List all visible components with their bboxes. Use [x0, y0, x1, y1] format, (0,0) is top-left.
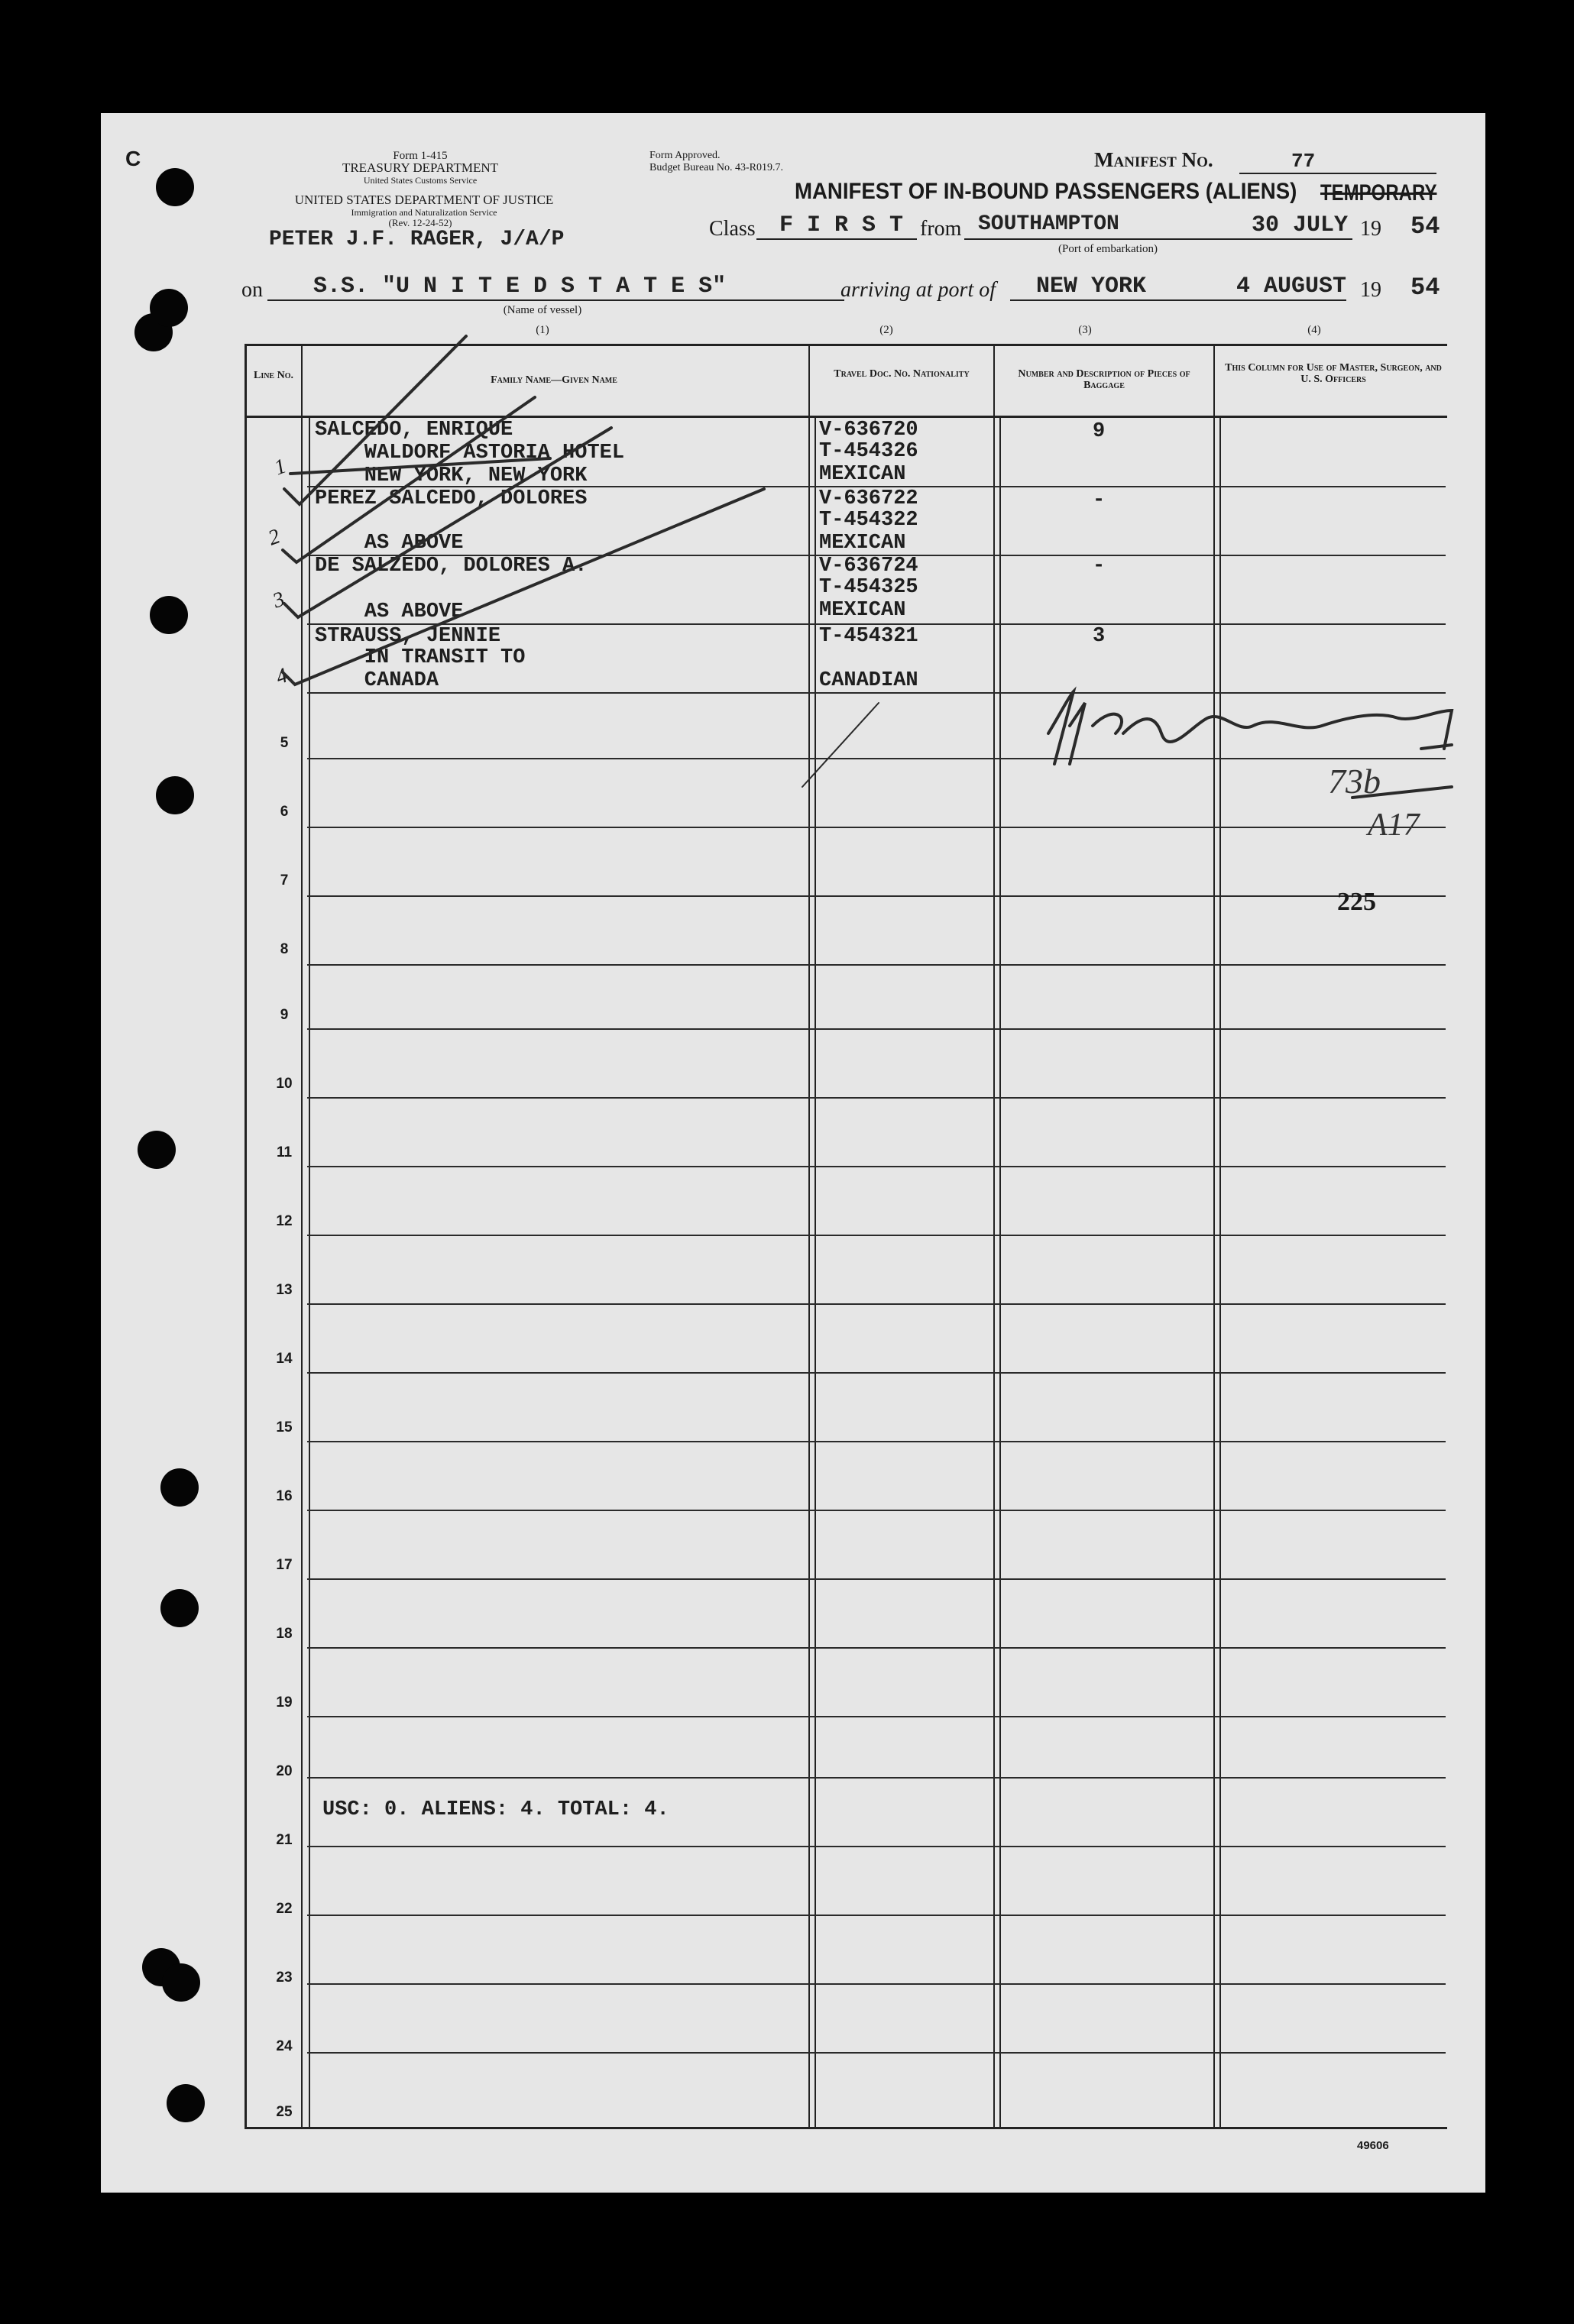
footer-code: 49606: [1357, 2139, 1389, 2152]
row-line-9: [307, 1028, 1446, 1030]
line-number: 22: [276, 1901, 293, 1917]
line-number: 16: [276, 1488, 293, 1504]
header-baggage: Number and Description of Pieces of Baggage: [1018, 368, 1190, 391]
embark-year: 54: [1410, 212, 1440, 241]
baggage-count: 3: [1093, 625, 1106, 648]
row-line-22: [307, 1915, 1446, 1916]
row-line-24: [307, 2052, 1446, 2054]
handwritten-line-number: 1: [270, 454, 290, 481]
manifest-number: 77: [1291, 150, 1316, 173]
row-line-18: [307, 1647, 1446, 1649]
form-approved: Form Approved.: [649, 150, 721, 161]
line-number: 9: [280, 1007, 289, 1023]
customs-service: United States Customs Service: [363, 175, 478, 186]
col-number-4: (4): [1307, 324, 1321, 336]
line-number: 19: [276, 1694, 293, 1711]
passenger-address: AS ABOVE: [315, 600, 464, 623]
nationality: MEXICAN: [819, 463, 906, 486]
baggage-count: -: [1093, 489, 1106, 512]
row-line-13: [307, 1303, 1446, 1305]
from-label: from: [920, 217, 962, 241]
dept-justice: UNITED STATES DEPARTMENT OF JUSTICE: [294, 193, 554, 207]
vessel-caption: (Name of vessel): [503, 304, 582, 316]
row-line-4: [307, 692, 1446, 694]
col-number-3: (3): [1078, 324, 1092, 336]
handwritten-line-number: 4: [272, 663, 291, 690]
temporary-label: TEMPORARY: [1320, 180, 1437, 206]
binder-hole-1: [156, 168, 194, 206]
budget-bureau: Budget Bureau No. 43-R019.7.: [649, 162, 783, 173]
row-line-20: [307, 1777, 1446, 1779]
nationality: MEXICAN: [819, 532, 906, 555]
travel-doc-number: T-454322: [819, 509, 918, 532]
arrival-underline: [1010, 299, 1346, 301]
arriving-label: arriving at port of: [840, 278, 996, 302]
class-label: Class: [709, 217, 756, 241]
embark-year-prefix: 19: [1360, 217, 1381, 241]
header-travel-doc: Travel Doc. No. Nationality: [834, 368, 970, 380]
passenger-name: DE SALZEDO, DOLORES A.: [315, 555, 588, 578]
class-value: F I R S T: [779, 212, 904, 238]
form-number: Form 1-415: [393, 150, 448, 162]
passenger-name: SALCEDO, ENRIQUE: [315, 419, 513, 442]
handwritten-fraction-bottom: A17: [1368, 808, 1420, 843]
col-line-no-border: [301, 344, 303, 2127]
date-underline: [1238, 238, 1352, 240]
col-line-no-border-inner: [309, 416, 310, 2127]
passenger-address: NEW YORK, NEW YORK: [315, 464, 588, 487]
row-line-5: [307, 758, 1446, 759]
arrival-date: 4 AUGUST: [1236, 274, 1347, 299]
col-number-2: (2): [879, 324, 893, 336]
travel-doc-number: T-454326: [819, 440, 918, 463]
visa-number: V-636720: [819, 419, 918, 442]
nationality: MEXICAN: [819, 599, 906, 622]
line-number: 8: [280, 941, 289, 957]
header-family-name: Family Name—Given Name: [491, 374, 617, 386]
header-officers: This Column for Use of Master, Surgeon, and U. S. Officers: [1225, 362, 1442, 385]
binder-hole-5: [156, 776, 194, 814]
row-line-6: [307, 827, 1446, 828]
agent-name: PETER J.F. RAGER, J/A/P: [269, 228, 565, 251]
passenger-address: IN TRANSIT TO: [315, 646, 526, 669]
manifest-title: MANIFEST OF IN-BOUND PASSENGERS (ALIENS): [795, 179, 1297, 204]
nationality: CANADIAN: [819, 669, 918, 692]
baggage-count: -: [1093, 555, 1106, 578]
stamp-number: 225: [1337, 888, 1376, 916]
visa-number: V-636722: [819, 487, 918, 510]
binder-hole-3: [150, 289, 188, 327]
line-number: 15: [276, 1419, 293, 1436]
summary-totals: USC: 0. ALIENS: 4. TOTAL: 4.: [322, 1798, 669, 1821]
arrival-year-prefix: 19: [1360, 278, 1381, 302]
arrival-year: 54: [1410, 274, 1440, 302]
row-line-8: [307, 964, 1446, 966]
manifest-label: Manifest No.: [1094, 148, 1213, 171]
handwritten-fraction-top: 73b: [1328, 762, 1381, 801]
row-line-11: [307, 1166, 1446, 1167]
binder-hole-6: [138, 1131, 176, 1169]
table-top-border: [245, 344, 1447, 346]
row-line-19: [307, 1716, 1446, 1717]
line-number: 18: [276, 1626, 293, 1642]
line-number: 25: [276, 2104, 293, 2120]
line-number: 14: [276, 1351, 293, 1367]
vessel-name: S.S. "U N I T E D S T A T E S": [313, 274, 727, 299]
manifest-underline: [1239, 173, 1436, 174]
row-line-21: [307, 1846, 1446, 1847]
passenger-address: CANADA: [315, 669, 439, 692]
binder-hole-8: [160, 1589, 199, 1627]
table-bottom-border: [245, 2127, 1447, 2129]
row-line-12: [307, 1235, 1446, 1236]
binder-hole-10: [162, 1963, 200, 2002]
table-left-border: [245, 344, 247, 2127]
row-line-17: [307, 1578, 1446, 1580]
line-number: 6: [280, 804, 289, 820]
row-line-16: [307, 1510, 1446, 1511]
vessel-underline: [267, 299, 844, 301]
header-line-no: Line No.: [253, 370, 293, 381]
col-doc-border-inner: [999, 416, 1001, 2127]
line-number: 12: [276, 1213, 293, 1229]
passenger-name: PEREZ SALCEDO, DOLORES: [315, 487, 588, 510]
from-underline: [964, 238, 1255, 240]
binder-hole-7: [160, 1468, 199, 1507]
form-revision: (Rev. 12-24-52): [388, 217, 452, 228]
port-of-embarkation: SOUTHAMPTON: [978, 212, 1119, 236]
col-baggage-border-inner: [1219, 416, 1221, 2127]
line-number: 24: [276, 2038, 293, 2054]
handwritten-line-number: 3: [269, 587, 288, 613]
row-line-10: [307, 1097, 1446, 1099]
class-underline: [756, 238, 917, 240]
row-line-14: [307, 1372, 1446, 1374]
line-number: 21: [276, 1832, 293, 1848]
row-line-15: [307, 1441, 1446, 1442]
travel-doc-number: T-454325: [819, 576, 918, 599]
col-number-1: (1): [536, 324, 549, 336]
on-label: on: [241, 278, 263, 302]
arrival-port: NEW YORK: [1036, 274, 1147, 299]
passenger-name: STRAUSS, JENNIE: [315, 625, 501, 648]
corner-letter: C: [125, 147, 141, 170]
handwritten-line-number: 2: [264, 524, 283, 551]
passenger-address: WALDORF ASTORIA HOTEL: [315, 442, 625, 464]
line-number: 5: [280, 735, 289, 751]
visa-number: V-636724: [819, 555, 918, 578]
port-embark-caption: (Port of embarkation): [1058, 243, 1158, 255]
ins-service: Immigration and Naturalization Service: [351, 207, 497, 218]
baggage-count: 9: [1093, 420, 1106, 443]
travel-doc-number: T-454321: [819, 625, 918, 648]
line-number: 17: [276, 1557, 293, 1573]
row-line-23: [307, 1983, 1446, 1985]
table-header-border: [245, 416, 1447, 418]
line-number: 23: [276, 1970, 293, 1986]
binder-hole-4: [150, 596, 188, 634]
line-number: 11: [276, 1144, 293, 1160]
line-number: 7: [280, 872, 289, 888]
line-number: 10: [276, 1076, 293, 1092]
passenger-address: AS ABOVE: [315, 532, 464, 555]
binder-hole-11: [167, 2084, 205, 2122]
dept-treasury: TREASURY DEPARTMENT: [342, 160, 499, 175]
col-name-border-inner: [815, 416, 816, 2127]
line-number: 13: [276, 1282, 293, 1298]
embark-date: 30 JULY: [1252, 212, 1349, 238]
line-number: 20: [276, 1763, 293, 1779]
row-line-7: [307, 895, 1446, 897]
